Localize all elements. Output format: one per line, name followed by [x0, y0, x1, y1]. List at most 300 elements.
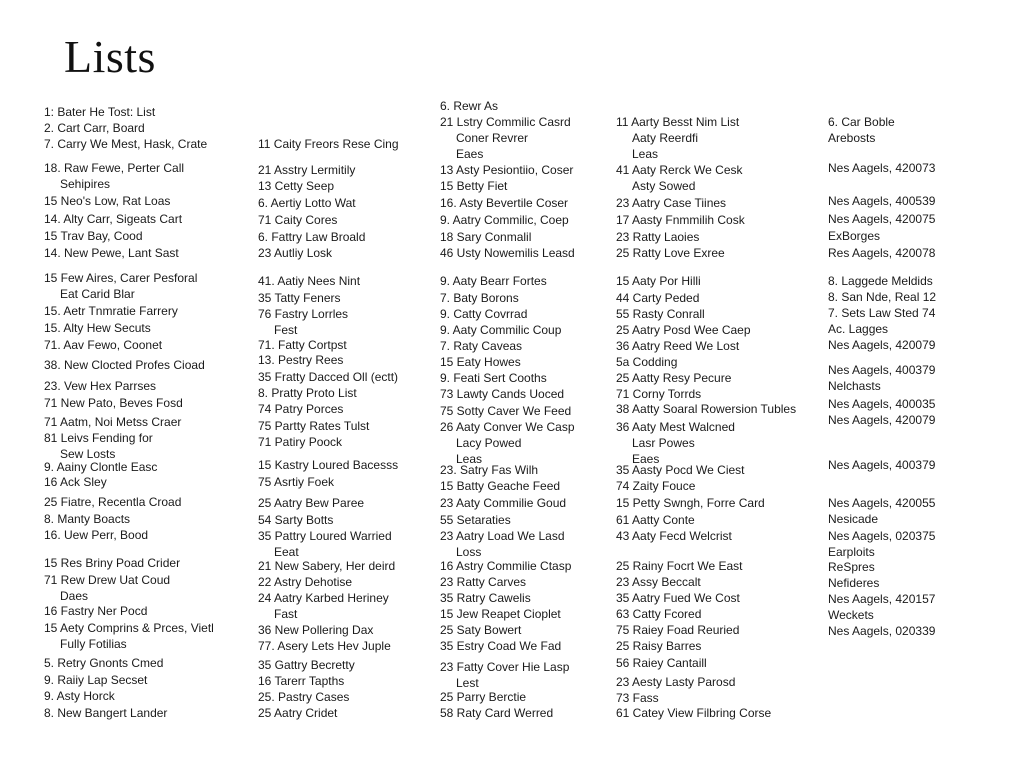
list-item-text: 23 Aesty Lasty Parosd — [616, 675, 736, 689]
list-item — [258, 474, 334, 490]
list-item — [828, 193, 935, 209]
list-item — [828, 245, 935, 261]
list-item — [258, 512, 333, 528]
list-item — [258, 212, 337, 228]
list-item — [440, 689, 526, 705]
list-item — [616, 386, 701, 402]
list-item — [440, 306, 527, 322]
list-item — [44, 303, 178, 319]
list-item-text: 22 Astry Dehotise — [258, 575, 353, 589]
list-item — [440, 245, 575, 261]
list-item-text: 25 Aatry Cridet — [258, 706, 338, 720]
list-item — [44, 414, 181, 430]
list-item — [258, 657, 355, 673]
list-item-text: 13 Asty Pesiontiio, Coser — [440, 163, 574, 177]
list-item-text: 16 Ack Sley — [44, 475, 107, 489]
list-item-text: 13 Cetty Seep — [258, 179, 335, 193]
list-item-text: 15 Res Briny Poad Crider — [44, 556, 181, 570]
list-item-text: 54 Sarty Botts — [258, 513, 334, 527]
list-item — [44, 672, 147, 688]
list-item-text: 15 Jew Reapet Cioplet — [440, 607, 561, 621]
list-item — [440, 212, 569, 228]
list-item — [258, 385, 357, 401]
list-item — [616, 419, 735, 467]
list-item — [616, 195, 726, 211]
list-item — [828, 457, 935, 473]
list-item-text: 44 Carty Peded — [616, 291, 700, 305]
list-item — [44, 555, 180, 571]
list-item — [828, 114, 895, 146]
list-item-text: 7. Carry We Mest, Hask, Crate — [44, 137, 208, 151]
list-item-text: 35 Tatty Feners — [258, 291, 341, 305]
list-item — [258, 369, 398, 385]
list-item-text: 71 New Pato, Beves Fosd — [44, 396, 183, 410]
list-item — [828, 591, 935, 607]
list-item-text: 18. Raw Fewe, Perter Call — [44, 161, 185, 175]
list-item — [616, 705, 771, 721]
list-item-text: 21 Asstry Lermitily — [258, 163, 356, 177]
list-item — [258, 705, 337, 721]
list-item — [44, 459, 157, 475]
list-item — [258, 162, 355, 178]
list-item-text: 16. Asty Bevertile Coser — [440, 196, 569, 210]
list-item — [616, 606, 701, 622]
list-item-text: 35 Estry Coad We Fad — [440, 639, 562, 653]
list-item — [44, 655, 163, 671]
list-item-text: 13. Pestry Rees — [258, 353, 344, 367]
list-item-text: 38. New Clocted Profes Cioad — [44, 358, 205, 372]
list-item — [440, 495, 566, 511]
list-item-text: 55 Setaraties — [440, 513, 511, 527]
list-item-text: 75 Raiey Foad Reuried — [616, 623, 740, 637]
list-item-continuation: Coner Revrer — [456, 131, 529, 145]
list-item — [258, 638, 391, 654]
list-item-text: 24 Aatry Karbed Heriney — [258, 591, 389, 605]
list-item — [258, 434, 342, 450]
list-item — [440, 622, 521, 638]
list-item — [258, 401, 343, 417]
list-item-text: 25 Parry Berctie — [440, 690, 527, 704]
list-item — [616, 322, 751, 338]
list-item-text: 71. Aav Fewo, Coonet — [44, 338, 163, 352]
list-item — [440, 606, 561, 622]
list-item-text: 61 Aatty Conte — [616, 513, 695, 527]
list-item-continuation: Earploits — [828, 545, 875, 559]
list-item-text: 5. Retry Gnonts Cmed — [44, 656, 164, 670]
list-item — [828, 160, 935, 176]
list-item — [828, 273, 933, 289]
list-item-text: 15 Few Aires, Carer Pesforal — [44, 271, 198, 285]
list-item-text: 14. New Pewe, Lant Sast — [44, 246, 179, 260]
list-item — [616, 512, 695, 528]
list-item-text: Ac. Lagges — [828, 322, 889, 336]
list-item-text: 16. Uew Perr, Bood — [44, 528, 149, 542]
list-item-text: 16 Tarerr Tapths — [258, 674, 345, 688]
list-item — [44, 395, 183, 411]
list-item — [440, 354, 521, 370]
list-item — [440, 462, 538, 478]
list-item-text: 75 Sotty Caver We Feed — [440, 404, 572, 418]
list-item-continuation: Loss — [456, 545, 482, 559]
list-item-text: Nes Aagels, 420079 — [828, 338, 936, 352]
list-item-text: 25 Raisy Barres — [616, 639, 702, 653]
list-item-text: 9. Catty Covrrad — [440, 307, 528, 321]
list-item — [44, 337, 162, 353]
list-item — [44, 245, 179, 261]
list-item-text: 21 New Sabery, Her deird — [258, 559, 396, 573]
list-item-text: Nes Aagels, 420157 — [828, 592, 936, 606]
list-item — [440, 322, 561, 338]
list-item-continuation: Daes — [60, 589, 89, 603]
list-item-text: 41 Aaty Rerck We Cesk — [616, 163, 743, 177]
list-item-text: 25 Saty Bowert — [440, 623, 522, 637]
list-item — [828, 378, 881, 394]
list-item — [440, 273, 547, 289]
list-item — [44, 620, 214, 652]
list-item — [44, 572, 170, 604]
list-item — [258, 273, 360, 289]
list-item-text: 15. Aetr Tnmratie Farrery — [44, 304, 178, 318]
list-item-text: Nes Aagels, 400035 — [828, 397, 936, 411]
list-item-text: 73 Fass — [616, 691, 659, 705]
list-item-text: 71. Fatty Cortpst — [258, 338, 347, 352]
list-item — [440, 162, 573, 178]
list-item-text: 6. Rewr As — [440, 99, 499, 113]
list-item-continuation: Arebosts — [828, 131, 876, 145]
list-item-text: Nes Aagels, 400539 — [828, 194, 936, 208]
list-item-continuation: Asty Sowed — [632, 179, 696, 193]
list-item-text: 75 Asrtiy Foek — [258, 475, 335, 489]
list-item-text: Res Aagels, 420078 — [828, 246, 936, 260]
list-item-text: 38 Aatty Soaral Rowersion Tubles — [616, 402, 797, 416]
list-item-text: 9. Raiiy Lap Secset — [44, 673, 148, 687]
list-item-text: Weckets — [828, 608, 874, 622]
list-item-text: 71 Aatm, Noi Metss Craer — [44, 415, 182, 429]
list-item-text: 36 Aaty Mest Walcned — [616, 420, 735, 434]
list-item — [258, 457, 398, 473]
list-item-continuation: Leas — [456, 452, 483, 466]
list-item — [440, 290, 519, 306]
list-item-text: 16 Astry Commilie Ctasp — [440, 559, 572, 573]
list-item — [440, 98, 498, 114]
list-item — [616, 528, 732, 544]
list-item — [440, 659, 569, 691]
list-item-text: Nes Aagels, 400379 — [828, 363, 936, 377]
list-item-text: Nes Aagels, 020339 — [828, 624, 936, 638]
list-item-continuation: Eaes — [632, 452, 660, 466]
list-item-text: 9. Aainy Clontle Easc — [44, 460, 158, 474]
list-item-continuation: Aaty Reerdfi — [632, 131, 699, 145]
list-item — [44, 474, 107, 490]
list-item-text: 71 Patiry Poock — [258, 435, 343, 449]
list-item — [258, 195, 356, 211]
list-item — [828, 289, 936, 305]
list-item-text: 43 Aaty Fecd Welcrist — [616, 529, 732, 543]
list-item-text: 6. Aertiy Lotto Wat — [258, 196, 356, 210]
list-item — [44, 270, 197, 302]
list-item-text: 36 Aatry Reed We Lost — [616, 339, 740, 353]
list-item-text: 25. Pastry Cases — [258, 690, 350, 704]
list-item-text: 71 Rew Drew Uat Coud — [44, 573, 171, 587]
list-item-text: Nes Aagels, 420079 — [828, 413, 936, 427]
list-item — [616, 273, 701, 289]
list-item-text: 35 Fratty Dacced Oll (ectt) — [258, 370, 399, 384]
list-item — [828, 623, 935, 639]
list-item-text: 15 Kastry Loured Bacesss — [258, 458, 399, 472]
list-item-text: Nefideres — [828, 576, 880, 590]
list-item-text: 11 Caity Freors Rese Cing — [258, 137, 399, 151]
list-item — [828, 511, 878, 527]
list-item — [828, 321, 888, 337]
list-item-continuation: Fest — [274, 323, 298, 337]
list-item-continuation: Lest — [456, 676, 479, 690]
list-item-text: 5a Codding — [616, 355, 678, 369]
list-item-text: 61 Catey View Filbring Corse — [616, 706, 772, 720]
list-item — [616, 401, 796, 417]
list-item-text: Nes Aagels, 400379 — [828, 458, 936, 472]
list-item — [828, 559, 875, 575]
list-item — [440, 528, 565, 560]
list-item — [616, 674, 735, 690]
list-item-text: 15 Neo's Low, Rat Loas — [44, 194, 171, 208]
list-item — [258, 245, 332, 261]
list-item-text: 73 Lawty Cands Uoced — [440, 387, 565, 401]
list-item-text: 6. Car Boble — [828, 115, 895, 129]
list-item — [828, 211, 935, 227]
list-item — [44, 603, 147, 619]
list-item-continuation: Sew Losts — [60, 447, 116, 461]
list-item — [616, 622, 739, 638]
list-item — [828, 528, 935, 560]
list-item — [258, 290, 341, 306]
list-item-text: 7. Sets Law Sted 74 — [828, 306, 936, 320]
list-item-text: Nes Aagels, 420055 — [828, 496, 936, 510]
list-item-text: 23 Fatty Cover Hie Lasp — [440, 660, 570, 674]
list-item-text: 23 Aaty Commilie Goud — [440, 496, 567, 510]
list-item — [258, 178, 334, 194]
list-item — [258, 306, 348, 338]
list-item — [616, 114, 739, 162]
list-item — [616, 338, 739, 354]
list-item — [258, 558, 395, 574]
list-item-text: 25 Aatty Resy Pecure — [616, 371, 732, 385]
list-item-text: 25 Fiatre, Recentla Croad — [44, 495, 182, 509]
list-item-continuation: Eat Carid Blar — [60, 287, 135, 301]
list-item — [440, 229, 531, 245]
list-item-text: 6. Fattry Law Broald — [258, 230, 366, 244]
list-item-text: 9. Feati Sert Cooths — [440, 371, 547, 385]
list-item — [44, 136, 207, 152]
list-item-text: 21 Lstry Commilic Casrd — [440, 115, 571, 129]
list-item-continuation: Fully Fotilias — [60, 637, 127, 651]
list-item-text: 7. Baty Borons — [440, 291, 519, 305]
list-item-text: 35 Aatry Fued We Cost — [616, 591, 740, 605]
list-item — [440, 419, 575, 467]
list-item — [440, 338, 522, 354]
list-item-text: 76 Fastry Lorrles — [258, 307, 349, 321]
list-item-text: 41. Aatiy Nees Nint — [258, 274, 361, 288]
list-item — [828, 305, 935, 321]
list-item-text: 25 Ratty Love Exree — [616, 246, 725, 260]
list-item — [44, 430, 153, 462]
list-item — [616, 462, 745, 478]
list-item-text: 15 Eaty Howes — [440, 355, 521, 369]
list-item-text: Nesicade — [828, 512, 879, 526]
list-item-text: 9. Aaty Bearr Fortes — [440, 274, 547, 288]
list-item-text: 18 Sary Conmalil — [440, 230, 532, 244]
list-item — [258, 673, 344, 689]
list-item-text: 17 Aasty Fnmmilih Cosk — [616, 213, 745, 227]
list-item — [440, 114, 571, 162]
list-item — [44, 378, 156, 394]
list-item-text: 55 Rasty Conrall — [616, 307, 705, 321]
list-item-text: 35 Gattry Becretty — [258, 658, 355, 672]
list-item — [616, 229, 699, 245]
list-item-text: 16 Fastry Ner Pocd — [44, 604, 148, 618]
list-item-text: 8. Pratty Proto List — [258, 386, 357, 400]
list-item — [828, 412, 935, 428]
list-item — [616, 574, 701, 590]
list-item — [616, 638, 701, 654]
list-item — [44, 211, 182, 227]
list-item — [44, 160, 184, 192]
list-item — [440, 386, 564, 402]
list-item-text: 23 Aatry Load We Lasd — [440, 529, 565, 543]
list-item-text: ExBorges — [828, 229, 881, 243]
list-item — [440, 512, 511, 528]
list-item-text: 63 Catty Fcored — [616, 607, 702, 621]
list-item — [258, 495, 364, 511]
list-item — [828, 396, 935, 412]
list-item — [258, 136, 399, 152]
list-item — [44, 527, 148, 543]
list-item — [616, 370, 731, 386]
list-item-text: 14. Alty Carr, Sigeats Cart — [44, 212, 183, 226]
list-item-text: 23 Ratty Laoies — [616, 230, 700, 244]
list-item — [616, 290, 699, 306]
list-item-continuation: Eaes — [456, 147, 484, 161]
list-item-text: 9. Asty Horck — [44, 689, 115, 703]
list-item-text: ReSpres — [828, 560, 875, 574]
list-item — [828, 362, 935, 378]
list-item — [440, 705, 553, 721]
list-item — [616, 655, 707, 671]
list-item — [616, 478, 695, 494]
list-item — [44, 228, 143, 244]
list-item-text: 56 Raiey Cantaill — [616, 656, 707, 670]
list-item — [258, 689, 349, 705]
list-item — [440, 558, 571, 574]
list-item-text: 25 Rainy Focrt We East — [616, 559, 743, 573]
list-item-text: 15 Aety Comprins & Prces, Vietl — [44, 621, 214, 635]
list-item-text: 23. Satry Fas Wilh — [440, 463, 539, 477]
list-item-continuation: Sehipires — [60, 177, 111, 191]
list-item — [44, 705, 167, 721]
list-item — [828, 495, 935, 511]
list-item-text: 58 Raty Card Werred — [440, 706, 554, 720]
list-item-text: 25 Aatry Posd Wee Caep — [616, 323, 751, 337]
list-item-text: 15 Trav Bay, Cood — [44, 229, 143, 243]
list-item-text: 35 Pattry Loured Warried — [258, 529, 392, 543]
list-item-text: 23 Assy Beccalt — [616, 575, 701, 589]
list-item — [616, 690, 659, 706]
list-item — [258, 337, 347, 353]
list-item-text: 15 Batty Geache Feed — [440, 479, 561, 493]
list-item-text: 81 Leivs Fending for — [44, 431, 153, 445]
list-item-text: 8. New Bangert Lander — [44, 706, 168, 720]
list-item — [258, 590, 389, 622]
list-item-text: 35 Aasty Pocd We Ciest — [616, 463, 745, 477]
list-item — [828, 575, 879, 591]
list-item-text: 8. San Nde, Real 12 — [828, 290, 937, 304]
list-item — [44, 494, 181, 510]
list-item — [258, 229, 365, 245]
list-item — [44, 120, 145, 136]
list-item-text: 7. Raty Caveas — [440, 339, 523, 353]
list-item-continuation: Lacy Powed — [456, 436, 522, 450]
list-item-text: 23 Aatry Case Tiines — [616, 196, 727, 210]
list-item — [440, 178, 507, 194]
list-item-text: 9. Aatry Commilic, Coep — [440, 213, 569, 227]
list-item — [616, 212, 745, 228]
list-item-text: Nelchasts — [828, 379, 881, 393]
list-item — [440, 574, 526, 590]
list-item-continuation: Eeat — [274, 545, 299, 559]
page-title: Lists — [64, 31, 156, 82]
list-item-continuation: Fast — [274, 607, 298, 621]
list-item — [44, 104, 155, 120]
list-item-text: 74 Patry Porces — [258, 402, 344, 416]
list-item-text: Nes Aagels, 420075 — [828, 212, 936, 226]
list-item — [440, 195, 568, 211]
list-item — [44, 320, 151, 336]
list-item-text: 71 Caity Cores — [258, 213, 338, 227]
list-item — [616, 162, 743, 194]
list-item-text: 26 Aaty Conver We Casp — [440, 420, 575, 434]
list-item — [828, 337, 935, 353]
list-item — [258, 352, 343, 368]
list-item-text: 23. Vew Hex Parrses — [44, 379, 157, 393]
list-item-text: 15 Petty Swngh, Forre Card — [616, 496, 765, 510]
list-item — [616, 306, 705, 322]
list-item-text: 15 Aaty Por Hilli — [616, 274, 701, 288]
list-item — [616, 558, 743, 574]
list-item — [440, 638, 561, 654]
list-item-text: 71 Corny Torrds — [616, 387, 702, 401]
list-item-text: 8. Manty Boacts — [44, 512, 131, 526]
list-item — [440, 403, 571, 419]
list-item — [440, 590, 531, 606]
list-item — [258, 528, 392, 560]
list-item-text: 46 Usty Nowemilis Leasd — [440, 246, 575, 260]
list-item-text: 15 Betty Fiet — [440, 179, 508, 193]
list-item-text: 8. Laggede Meldids — [828, 274, 933, 288]
list-item — [440, 370, 547, 386]
list-item — [258, 418, 369, 434]
list-item — [258, 574, 352, 590]
list-item-text: Nes Aagels, 020375 — [828, 529, 936, 543]
list-item-text: 25 Aatry Bew Paree — [258, 496, 365, 510]
list-item-text: 11 Aarty Besst Nim List — [616, 115, 740, 129]
list-item — [616, 354, 677, 370]
list-item-text: Nes Aagels, 420073 — [828, 161, 936, 175]
list-item-continuation: Lasr Powes — [632, 436, 695, 450]
list-item — [258, 622, 373, 638]
list-item-text: 36 New Pollering Dax — [258, 623, 374, 637]
list-item — [828, 228, 880, 244]
list-item-text: 23 Ratty Carves — [440, 575, 527, 589]
list-item — [440, 478, 560, 494]
